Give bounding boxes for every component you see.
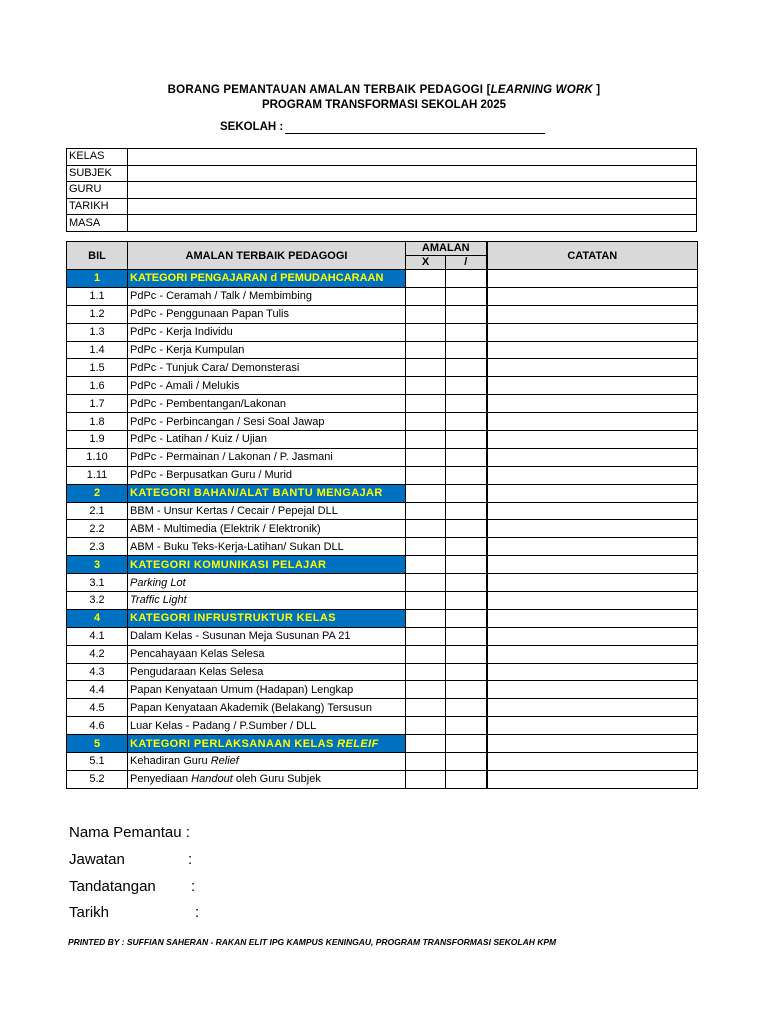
info-value-cell[interactable] bbox=[128, 198, 697, 215]
category-number: 2 bbox=[67, 484, 128, 502]
info-value-cell[interactable] bbox=[128, 165, 697, 182]
amalan-x-cell[interactable] bbox=[406, 466, 446, 484]
practice-number: 4.4 bbox=[67, 681, 128, 699]
practice-number: 1.5 bbox=[67, 359, 128, 377]
amalan-tick-cell[interactable] bbox=[446, 502, 487, 520]
practice-number: 1.7 bbox=[67, 395, 128, 413]
catatan-cell[interactable] bbox=[487, 270, 698, 288]
practice-number: 2.1 bbox=[67, 502, 128, 520]
tandatangan-label: Tandatangan bbox=[69, 878, 156, 895]
amalan-tick-cell[interactable] bbox=[446, 395, 487, 413]
practice-number: 1.8 bbox=[67, 413, 128, 431]
practice-row bbox=[67, 502, 698, 520]
catatan-cell[interactable] bbox=[487, 538, 698, 556]
catatan-cell[interactable] bbox=[487, 770, 698, 788]
catatan-cell[interactable] bbox=[487, 287, 698, 305]
practice-text: Papan Kenyataan Umum (Hadapan) Lengkap bbox=[130, 683, 354, 696]
amalan-tick-cell[interactable] bbox=[446, 538, 487, 556]
practice-description bbox=[128, 431, 406, 449]
practice-row bbox=[67, 520, 698, 538]
practice-number: 1.11 bbox=[67, 466, 128, 484]
practice-description bbox=[128, 466, 406, 484]
category-row bbox=[67, 484, 698, 502]
practice-row bbox=[67, 538, 698, 556]
practice-number: 1.6 bbox=[67, 377, 128, 395]
title-text: BORANG PEMANTAUAN AMALAN TERBAIK PEDAGOGI [ bbox=[167, 84, 491, 96]
catatan-cell[interactable] bbox=[487, 663, 698, 681]
practice-row bbox=[67, 413, 698, 431]
category-number: 5 bbox=[67, 735, 128, 753]
amalan-x-cell[interactable] bbox=[406, 717, 446, 735]
practice-row bbox=[67, 323, 698, 341]
sig-tarikh bbox=[69, 904, 200, 921]
catatan-cell[interactable] bbox=[487, 520, 698, 538]
amalan-tick-cell[interactable] bbox=[446, 270, 487, 288]
category-title bbox=[128, 484, 406, 502]
amalan-x-cell[interactable] bbox=[406, 627, 446, 645]
practice-text-italic: Parking Lot bbox=[130, 576, 186, 589]
info-row bbox=[67, 182, 697, 199]
info-value-cell[interactable] bbox=[128, 215, 697, 232]
practice-description bbox=[128, 717, 406, 735]
amalan-tick-cell[interactable] bbox=[446, 287, 487, 305]
amalan-x-cell[interactable] bbox=[406, 287, 446, 305]
amalan-tick-cell[interactable] bbox=[446, 735, 487, 753]
header-bil: BIL bbox=[67, 242, 128, 270]
amalan-tick-cell[interactable] bbox=[446, 627, 487, 645]
amalan-tick-cell[interactable] bbox=[446, 592, 487, 610]
practice-row bbox=[67, 681, 698, 699]
amalan-x-cell[interactable] bbox=[406, 502, 446, 520]
header-amalan-terbaik: AMALAN TERBAIK PEDAGOGI bbox=[128, 242, 406, 270]
practice-description bbox=[128, 287, 406, 305]
header-x: X bbox=[406, 256, 446, 270]
info-value-cell[interactable] bbox=[128, 149, 697, 166]
amalan-x-cell[interactable] bbox=[406, 341, 446, 359]
practice-description bbox=[128, 770, 406, 788]
catatan-cell[interactable] bbox=[487, 359, 698, 377]
catatan-cell[interactable] bbox=[487, 681, 698, 699]
practice-number: 1.1 bbox=[67, 287, 128, 305]
amalan-x-cell[interactable] bbox=[406, 681, 446, 699]
catatan-cell[interactable] bbox=[487, 323, 698, 341]
footer-printed-by: PRINTED BY : SUFFIAN SAHERAN - RAKAN ELIT IPG KAMPUS KENINGAU, PROGRAM TRANSFORMASI SEKOLAH KPM bbox=[68, 937, 557, 947]
nama-pemantau-label: Nama Pemantau : bbox=[69, 824, 190, 841]
info-row bbox=[67, 198, 697, 215]
sig-nama-pemantau bbox=[69, 824, 190, 841]
practice-text: Papan Kenyataan Akademik (Belakang) Tersusun bbox=[130, 701, 372, 714]
category-title-text: KATEGORI KOMUNIKASI PELAJAR bbox=[130, 558, 327, 571]
practice-description bbox=[128, 699, 406, 717]
amalan-x-cell[interactable] bbox=[406, 413, 446, 431]
practice-text: Pencahayaan Kelas Selesa bbox=[130, 648, 265, 661]
practice-description bbox=[128, 592, 406, 610]
practice-number: 2.3 bbox=[67, 538, 128, 556]
practice-number: 1.3 bbox=[67, 323, 128, 341]
catatan-cell[interactable] bbox=[487, 592, 698, 610]
catatan-cell[interactable] bbox=[487, 466, 698, 484]
info-value-cell[interactable] bbox=[128, 182, 697, 199]
jawatan-colon: : bbox=[188, 851, 193, 868]
practice-text: ABM - Multimedia (Elektrik / Elektronik) bbox=[130, 522, 321, 535]
amalan-x-cell[interactable] bbox=[406, 377, 446, 395]
amalan-tick-cell[interactable] bbox=[446, 645, 487, 663]
category-number: 3 bbox=[67, 556, 128, 574]
amalan-tick-cell[interactable] bbox=[446, 574, 487, 592]
catatan-cell[interactable] bbox=[487, 735, 698, 753]
sig-tandatangan bbox=[69, 878, 196, 895]
practice-row bbox=[67, 466, 698, 484]
practice-text: PdPc - Ceramah / Talk / Membimbing bbox=[130, 290, 312, 303]
category-title bbox=[128, 735, 406, 753]
form-subtitle: PROGRAM TRANSFORMASI SEKOLAH 2025 bbox=[261, 99, 507, 111]
info-label: KELAS bbox=[67, 149, 128, 166]
catatan-cell[interactable] bbox=[487, 341, 698, 359]
amalan-x-cell[interactable] bbox=[406, 592, 446, 610]
practice-row bbox=[67, 448, 698, 466]
practice-text: Dalam Kelas - Susunan Meja Susunan PA 21 bbox=[130, 630, 351, 643]
practice-number: 4.3 bbox=[67, 663, 128, 681]
practice-description bbox=[128, 395, 406, 413]
amalan-x-cell[interactable] bbox=[406, 609, 446, 627]
catatan-cell[interactable] bbox=[487, 413, 698, 431]
title-end-text: ] bbox=[592, 84, 601, 96]
amalan-x-cell[interactable] bbox=[406, 359, 446, 377]
catatan-cell[interactable] bbox=[487, 699, 698, 717]
amalan-tick-cell[interactable] bbox=[446, 663, 487, 681]
practice-row bbox=[67, 663, 698, 681]
catatan-cell[interactable] bbox=[487, 556, 698, 574]
practice-number: 5.2 bbox=[67, 770, 128, 788]
practice-row bbox=[67, 770, 698, 788]
practice-number: 5.1 bbox=[67, 753, 128, 771]
amalan-tick-cell[interactable] bbox=[446, 359, 487, 377]
practice-text: PdPc - Perbincangan / Sesi Soal Jawap bbox=[130, 415, 325, 428]
category-row bbox=[67, 556, 698, 574]
sig-jawatan bbox=[69, 851, 193, 868]
amalan-x-cell[interactable] bbox=[406, 305, 446, 323]
practice-description bbox=[128, 753, 406, 771]
category-number: 4 bbox=[67, 609, 128, 627]
amalan-tick-cell[interactable] bbox=[446, 699, 487, 717]
catatan-cell[interactable] bbox=[487, 377, 698, 395]
practice-text: PdPc - Pembentangan/Lakonan bbox=[130, 397, 286, 410]
amalan-x-cell[interactable] bbox=[406, 645, 446, 663]
catatan-cell[interactable] bbox=[487, 502, 698, 520]
practice-number: 4.2 bbox=[67, 645, 128, 663]
category-title bbox=[128, 609, 406, 627]
practice-text: PdPc - Kerja Individu bbox=[130, 326, 233, 339]
amalan-x-cell[interactable] bbox=[406, 395, 446, 413]
practice-description bbox=[128, 305, 406, 323]
amalan-tick-cell[interactable] bbox=[446, 681, 487, 699]
info-label: SUBJEK bbox=[67, 165, 128, 182]
category-title-text: KATEGORI INFRUSTRUKTUR KELAS bbox=[130, 612, 336, 625]
practice-row bbox=[67, 377, 698, 395]
practice-row bbox=[67, 645, 698, 663]
category-title-text: KATEGORI PENGAJARAN d PEMUDAHCARAAN bbox=[130, 272, 384, 285]
practice-row bbox=[67, 699, 698, 717]
amalan-tick-cell[interactable] bbox=[446, 448, 487, 466]
tarikh-label: Tarikh bbox=[69, 904, 110, 921]
practice-row bbox=[67, 305, 698, 323]
practice-description bbox=[128, 377, 406, 395]
amalan-x-cell[interactable] bbox=[406, 270, 446, 288]
amalan-tick-cell[interactable] bbox=[446, 377, 487, 395]
practice-row bbox=[67, 431, 698, 449]
catatan-cell[interactable] bbox=[487, 305, 698, 323]
catatan-cell[interactable] bbox=[487, 717, 698, 735]
catatan-cell[interactable] bbox=[487, 448, 698, 466]
amalan-x-cell[interactable] bbox=[406, 520, 446, 538]
info-row bbox=[67, 149, 697, 166]
amalan-tick-cell[interactable] bbox=[446, 431, 487, 449]
category-row bbox=[67, 735, 698, 753]
practice-text-italic: Handout bbox=[191, 773, 233, 786]
practice-row bbox=[67, 753, 698, 771]
header-amalan: AMALAN bbox=[406, 242, 487, 256]
practice-text: PdPc - Tunjuk Cara/ Demonsterasi bbox=[130, 361, 300, 374]
tandatangan-colon: : bbox=[191, 878, 196, 895]
practice-text-after: oleh Guru Subjek bbox=[232, 773, 321, 786]
amalan-x-cell[interactable] bbox=[406, 663, 446, 681]
category-title-italic: RELEIF bbox=[337, 737, 379, 750]
info-label: TARIKH bbox=[67, 198, 128, 215]
category-number: 1 bbox=[67, 270, 128, 288]
catatan-cell[interactable] bbox=[487, 431, 698, 449]
amalan-x-cell[interactable] bbox=[406, 753, 446, 771]
amalan-x-cell[interactable] bbox=[406, 323, 446, 341]
practice-text: PdPc - Latihan / Kuiz / Ujian bbox=[130, 433, 267, 446]
practice-description bbox=[128, 663, 406, 681]
practice-text: PdPc - Berpusatkan Guru / Murid bbox=[130, 469, 293, 482]
practice-description bbox=[128, 645, 406, 663]
amalan-tick-cell[interactable] bbox=[446, 556, 487, 574]
practice-row bbox=[67, 592, 698, 610]
practice-text: PdPc - Amali / Melukis bbox=[130, 379, 240, 392]
practice-number: 1.2 bbox=[67, 305, 128, 323]
catatan-cell[interactable] bbox=[487, 645, 698, 663]
practice-row bbox=[67, 287, 698, 305]
practice-text: Penyediaan bbox=[130, 773, 192, 786]
info-label: MASA bbox=[67, 215, 128, 232]
practice-row bbox=[67, 627, 698, 645]
amalan-x-cell[interactable] bbox=[406, 574, 446, 592]
amalan-tick-cell[interactable] bbox=[446, 484, 487, 502]
pedagogy-table bbox=[66, 241, 698, 789]
practice-description bbox=[128, 627, 406, 645]
catatan-cell[interactable] bbox=[487, 395, 698, 413]
info-row bbox=[67, 165, 697, 182]
jawatan-label: Jawatan bbox=[69, 851, 125, 868]
practice-description bbox=[128, 520, 406, 538]
info-row bbox=[67, 215, 697, 232]
amalan-tick-cell[interactable] bbox=[446, 520, 487, 538]
amalan-x-cell[interactable] bbox=[406, 699, 446, 717]
amalan-x-cell[interactable] bbox=[406, 431, 446, 449]
practice-row bbox=[67, 395, 698, 413]
practice-text: PdPc - Penggunaan Papan Tulis bbox=[130, 308, 290, 321]
header-catatan: CATATAN bbox=[487, 242, 698, 270]
practice-text: Pengudaraan Kelas Selesa bbox=[130, 666, 264, 679]
practice-description bbox=[128, 681, 406, 699]
category-row bbox=[67, 609, 698, 627]
title-italic-text: LEARNING WORK bbox=[490, 84, 593, 96]
catatan-cell[interactable] bbox=[487, 627, 698, 645]
practice-description bbox=[128, 448, 406, 466]
amalan-x-cell[interactable] bbox=[406, 538, 446, 556]
practice-description bbox=[128, 341, 406, 359]
catatan-cell[interactable] bbox=[487, 609, 698, 627]
practice-number: 1.10 bbox=[67, 448, 128, 466]
practice-number: 4.1 bbox=[67, 627, 128, 645]
category-title-text: KATEGORI PERLAKSANAAN KELAS bbox=[130, 737, 338, 750]
info-table bbox=[66, 148, 697, 232]
amalan-tick-cell[interactable] bbox=[446, 770, 487, 788]
amalan-tick-cell[interactable] bbox=[446, 609, 487, 627]
amalan-tick-cell[interactable] bbox=[446, 466, 487, 484]
practice-number: 2.2 bbox=[67, 520, 128, 538]
tarikh-colon: : bbox=[195, 904, 200, 921]
category-title-text: KATEGORI BAHAN/ALAT BANTU MENGAJAR bbox=[130, 487, 383, 500]
amalan-tick-cell[interactable] bbox=[446, 753, 487, 771]
amalan-x-cell[interactable] bbox=[406, 770, 446, 788]
practice-description bbox=[128, 538, 406, 556]
practice-number: 4.6 bbox=[67, 717, 128, 735]
amalan-tick-cell[interactable] bbox=[446, 413, 487, 431]
amalan-tick-cell[interactable] bbox=[446, 323, 487, 341]
practice-number: 3.2 bbox=[67, 592, 128, 610]
practice-number: 4.5 bbox=[67, 699, 128, 717]
practice-row bbox=[67, 717, 698, 735]
sekolah-label: SEKOLAH : bbox=[220, 121, 284, 133]
category-title bbox=[128, 556, 406, 574]
practice-text: BBM - Unsur Kertas / Cecair / Pepejal DLL bbox=[130, 505, 338, 518]
amalan-x-cell[interactable] bbox=[406, 735, 446, 753]
practice-number: 1.9 bbox=[67, 431, 128, 449]
info-label: GURU bbox=[67, 182, 128, 199]
practice-text: Kehadiran Guru bbox=[130, 755, 211, 768]
practice-row bbox=[67, 359, 698, 377]
catatan-cell[interactable] bbox=[487, 753, 698, 771]
practice-row bbox=[67, 574, 698, 592]
category-title bbox=[128, 270, 406, 288]
practice-text-italic: Relief bbox=[210, 755, 239, 768]
practice-number: 3.1 bbox=[67, 574, 128, 592]
practice-description bbox=[128, 359, 406, 377]
practice-description bbox=[128, 574, 406, 592]
amalan-tick-cell[interactable] bbox=[446, 717, 487, 735]
catatan-cell[interactable] bbox=[487, 574, 698, 592]
amalan-x-cell[interactable] bbox=[406, 448, 446, 466]
header-slash: / bbox=[446, 256, 487, 270]
practice-text: ABM - Buku Teks-Kerja-Latihan/ Sukan DLL bbox=[130, 540, 344, 553]
practice-description bbox=[128, 413, 406, 431]
practice-row bbox=[67, 341, 698, 359]
amalan-tick-cell[interactable] bbox=[446, 305, 487, 323]
practice-description bbox=[128, 502, 406, 520]
catatan-cell[interactable] bbox=[487, 484, 698, 502]
amalan-tick-cell[interactable] bbox=[446, 341, 487, 359]
practice-text-italic: Traffic Light bbox=[130, 594, 187, 607]
practice-text: PdPc - Kerja Kumpulan bbox=[130, 344, 245, 356]
sekolah-input-line[interactable] bbox=[285, 133, 545, 134]
practice-number: 1.4 bbox=[67, 341, 128, 359]
amalan-x-cell[interactable] bbox=[406, 556, 446, 574]
practice-description bbox=[128, 323, 406, 341]
form-title bbox=[0, 84, 768, 96]
practice-text: Luar Kelas - Padang / P.Sumber / DLL bbox=[130, 719, 317, 732]
category-row bbox=[67, 270, 698, 288]
practice-text: PdPc - Permainan / Lakonan / P. Jasmani bbox=[130, 451, 333, 464]
amalan-x-cell[interactable] bbox=[406, 484, 446, 502]
